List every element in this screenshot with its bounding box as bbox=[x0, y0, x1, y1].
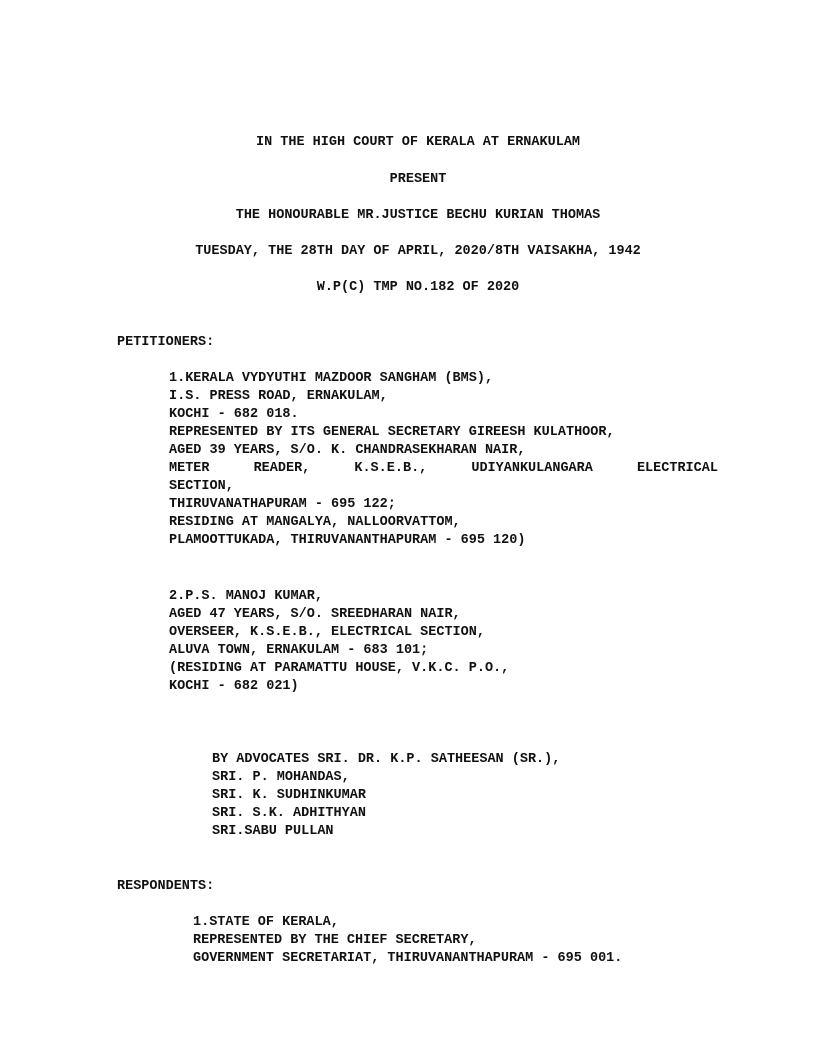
present-label: PRESENT bbox=[389, 172, 447, 187]
advocates-block bbox=[212, 751, 560, 841]
petitioner-1-line: I.S. PRESS ROAD, ERNAKULAM, bbox=[169, 389, 388, 404]
respondent-1 bbox=[193, 914, 622, 968]
petitioner-1-line: KOCHI - 682 018. bbox=[169, 407, 299, 422]
respondent-1-line: GOVERNMENT SECRETARIAT, THIRUVANANTHAPURAM - 695 001. bbox=[193, 951, 623, 966]
respondent-1-line: 1.STATE OF KERALA, bbox=[193, 915, 339, 930]
petitioner-1-line: PLAMOOTTUKADA, THIRUVANANTHAPURAM - 695 120) bbox=[169, 533, 526, 548]
petitioner-1-line: REPRESENTED BY ITS GENERAL SECRETARY GIREESH KULATHOOR, bbox=[169, 425, 615, 440]
word: METER bbox=[169, 461, 210, 476]
petitioner-1-line: 1.KERALA VYDYUTHI MAZDOOR SANGHAM (BMS), bbox=[169, 371, 494, 386]
petitioner-1-line: THIRUVANATHAPURAM - 695 122; bbox=[169, 497, 396, 512]
word: READER, bbox=[253, 461, 311, 476]
petitioner-1-line: RESIDING AT MANGALYA, NALLOORVATTOM, bbox=[169, 515, 461, 530]
hearing-date: TUESDAY, THE 28TH DAY OF APRIL, 2020/8TH VAISAKHA, 1942 bbox=[195, 244, 641, 259]
advocate-line: SRI. P. MOHANDAS, bbox=[212, 770, 350, 785]
advocate-line: SRI. K. SUDHINKUMAR bbox=[212, 788, 366, 803]
case-number: W.P(C) TMP NO.182 OF 2020 bbox=[316, 280, 520, 295]
advocate-line: SRI. S.K. ADHITHYAN bbox=[212, 806, 366, 821]
respondent-1-line: REPRESENTED BY THE CHIEF SECRETARY, bbox=[193, 933, 477, 948]
respondents-heading: RESPONDENTS: bbox=[117, 879, 215, 894]
court-title: IN THE HIGH COURT OF KERALA AT ERNAKULAM bbox=[255, 135, 581, 150]
petitioner-1 bbox=[169, 370, 718, 550]
word: ELECTRICAL bbox=[636, 461, 718, 476]
word: UDIYANKULANGARA bbox=[471, 461, 593, 476]
petitioner-2-line: AGED 47 YEARS, S/O. SREEDHARAN NAIR, bbox=[169, 607, 461, 622]
word: K.S.E.B., bbox=[354, 461, 428, 476]
petitioner-1-line: AGED 39 YEARS, S/O. K. CHANDRASEKHARAN NAIR, bbox=[169, 443, 526, 458]
petitioner-1-justified-line bbox=[169, 460, 718, 478]
petitioner-2 bbox=[169, 588, 509, 696]
petitioner-2-line: 2.P.S. MANOJ KUMAR, bbox=[169, 589, 323, 604]
petitioner-2-line: ALUVA TOWN, ERNAKULAM - 683 101; bbox=[169, 643, 429, 658]
petitioners-heading: PETITIONERS: bbox=[117, 335, 215, 350]
judge-name: THE HONOURABLE MR.JUSTICE BECHU KURIAN THOMAS bbox=[235, 208, 601, 223]
advocate-line: BY ADVOCATES SRI. DR. K.P. SATHEESAN (SR.), bbox=[212, 752, 561, 767]
advocate-line: SRI.SABU PULLAN bbox=[212, 824, 334, 839]
petitioner-2-line: (RESIDING AT PARAMATTU HOUSE, V.K.C. P.O., bbox=[169, 661, 510, 676]
petitioner-1-line: SECTION, bbox=[169, 479, 234, 494]
petitioner-2-line: KOCHI - 682 021) bbox=[169, 679, 299, 694]
petitioner-2-line: OVERSEER, K.S.E.B., ELECTRICAL SECTION, bbox=[169, 625, 485, 640]
